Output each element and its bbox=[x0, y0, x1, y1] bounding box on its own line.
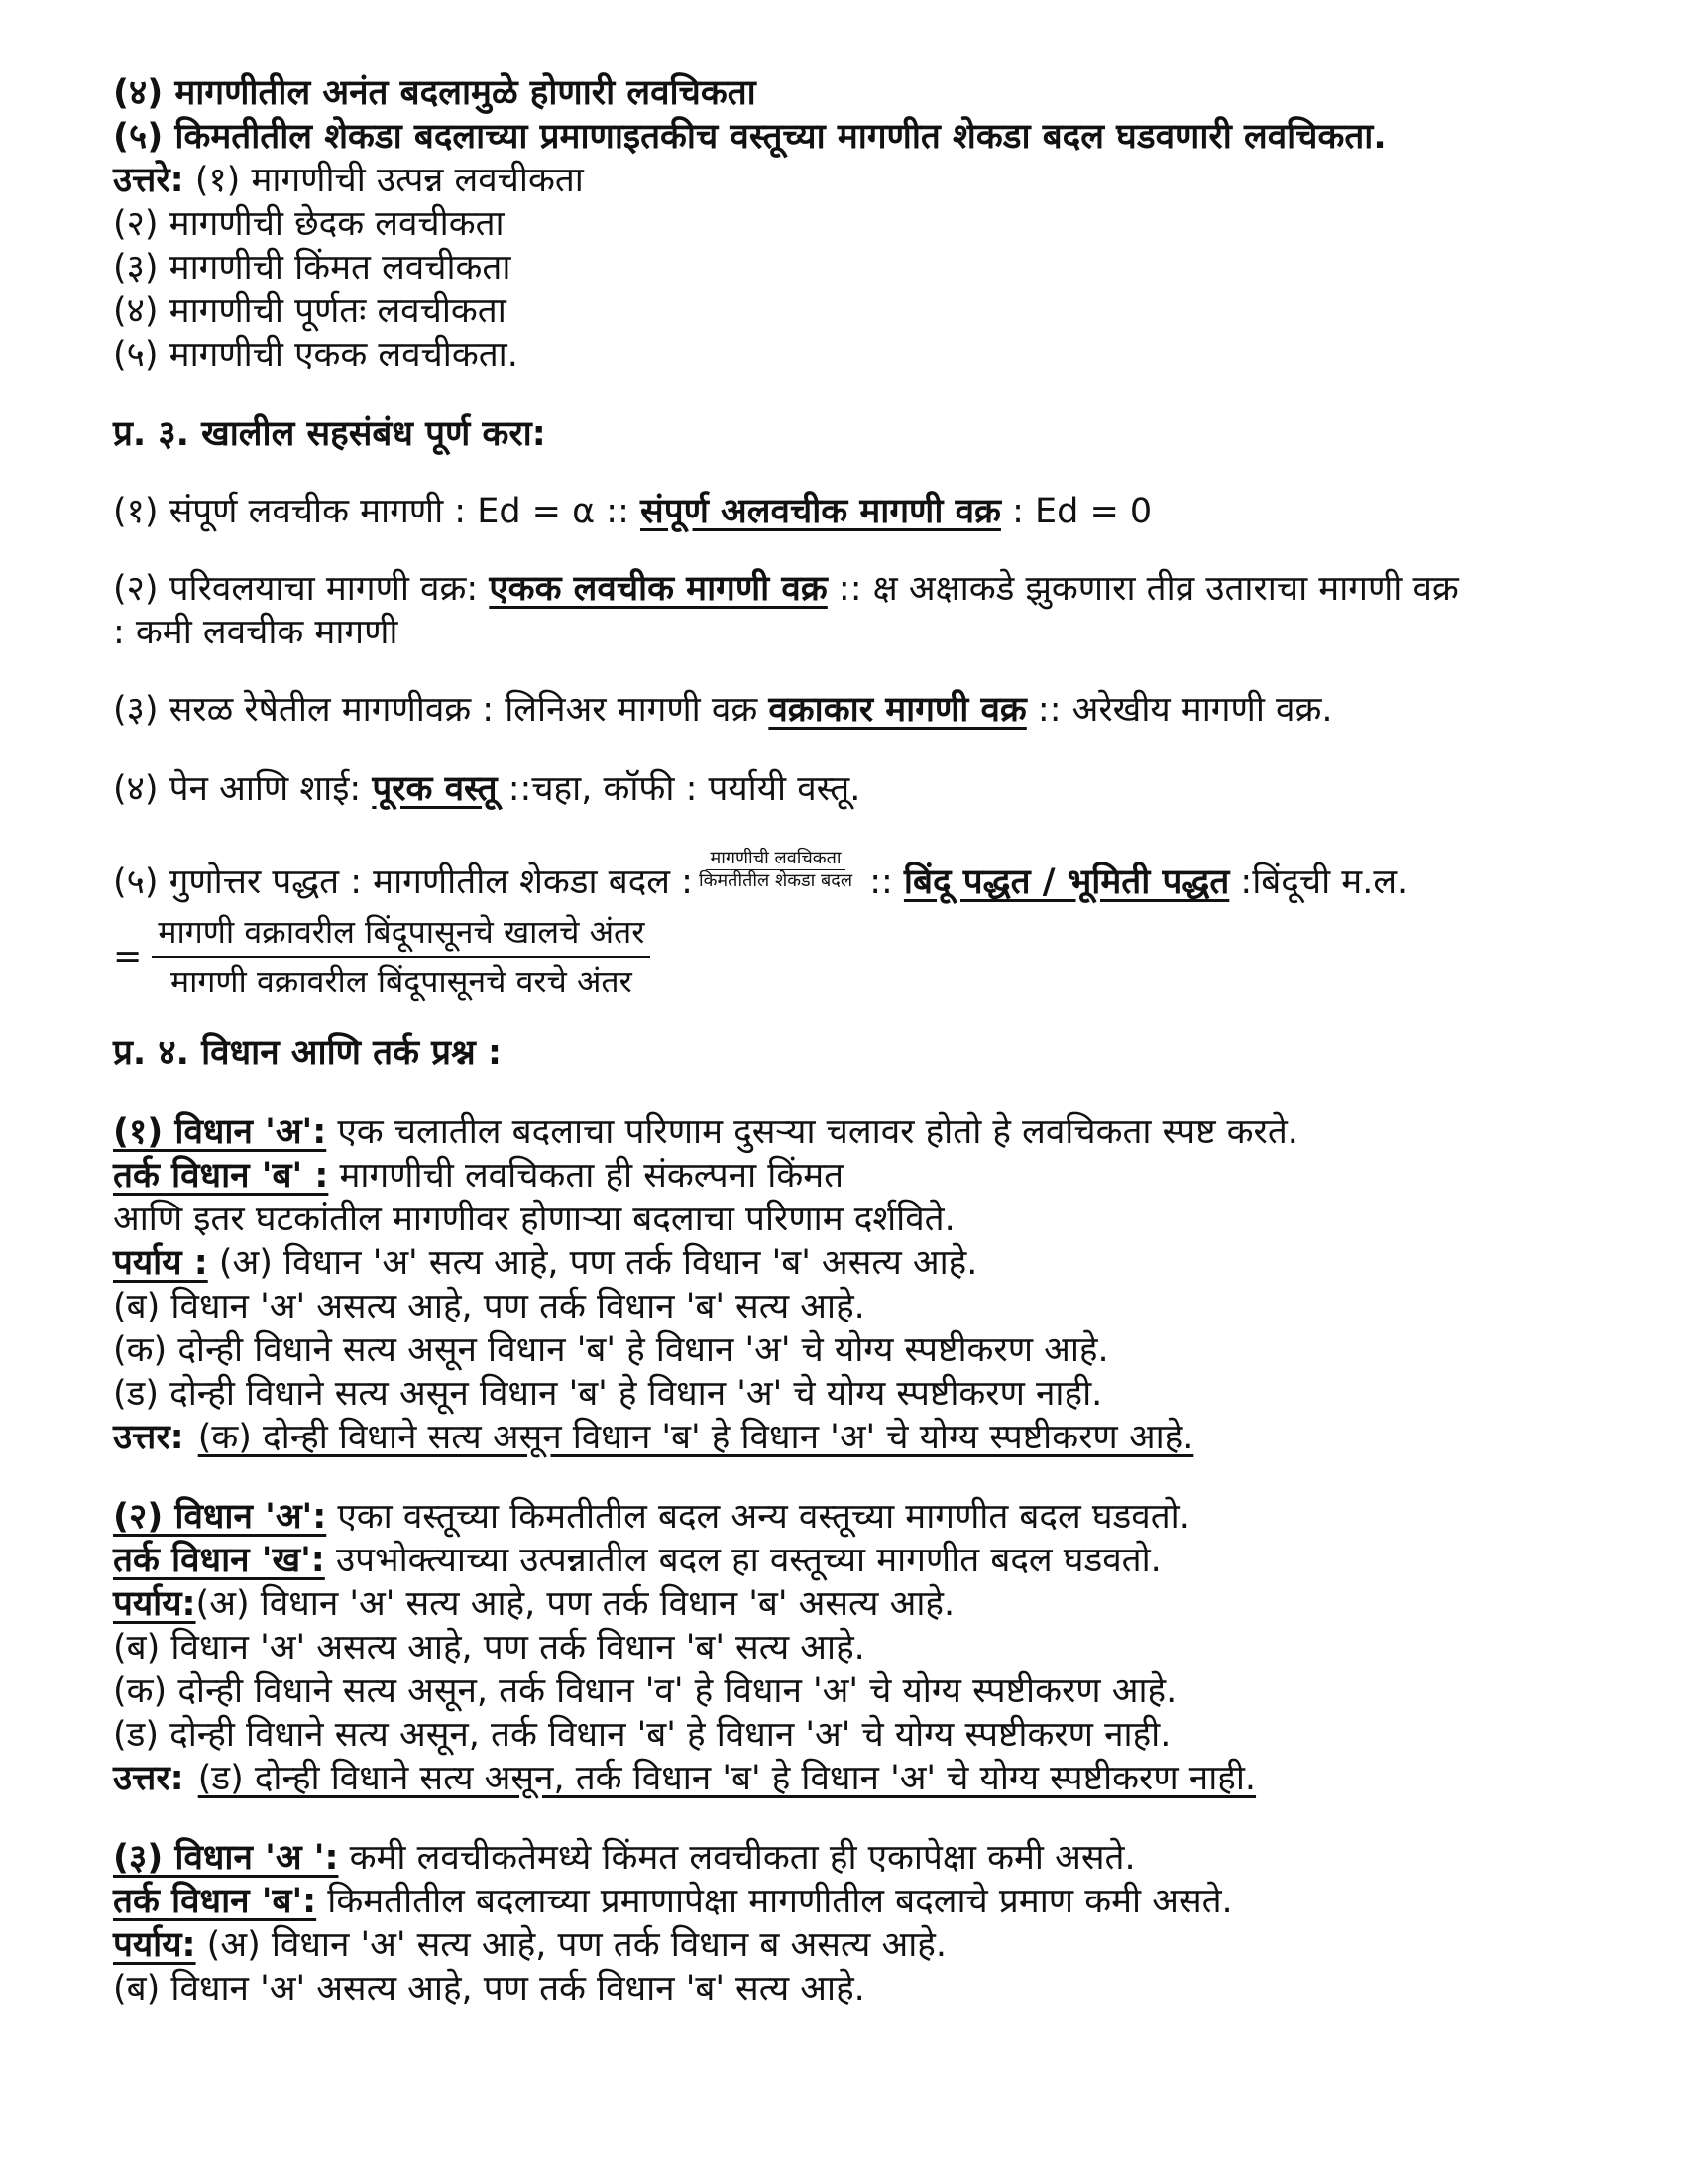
s3-label-a: (३) विधान 'अ ': bbox=[113, 1837, 339, 1878]
q3-item-1-tail: : Ed = 0 bbox=[1000, 492, 1153, 531]
s2-answer-text: (ड) दोन्ही विधाने सत्य असून, तर्क विधान 'ब' हे विधान 'अ' चे योग्य स्पष्टीकरण नाही. bbox=[197, 1758, 1257, 1798]
point-elasticity-formula bbox=[113, 908, 1580, 1005]
q3-item-5-answer: बिंदू पद्धत / भूमिती पद्धत bbox=[903, 862, 1230, 902]
s3-options bbox=[113, 1923, 1580, 1967]
q3-item-4-text: (४) पेन आणि शाई: bbox=[113, 769, 373, 809]
q3-item-5 bbox=[113, 847, 1580, 906]
s3-label-b: तर्क विधान 'ब': bbox=[113, 1881, 317, 1921]
q3-item-3 bbox=[113, 688, 1580, 732]
s2-option: (क) दोन्ही विधाने सत्य असून, तर्क विधान 'व' हे विधान 'अ' चे योग्य स्पष्टीकरण आहे. bbox=[113, 1670, 1178, 1711]
s1-statement-b bbox=[113, 1154, 1580, 1198]
s2-statement-b bbox=[113, 1539, 1580, 1582]
s3-text-a: कमी लवचीकतेमध्ये किंमत लवचीकता ही एकापेक्षा कमी असते. bbox=[338, 1837, 1136, 1878]
question-5-title: (५) किमतीतील शेकडा बदलाच्या प्रमाणाइतकीच वस्तूच्या मागणीत शेकडा बदल घडवणारी लवचिकता. bbox=[113, 117, 1387, 157]
q3-item-2-text: (२) परिवलयाचा मागणी वक्र: bbox=[113, 569, 490, 609]
answers-label: उत्तरे: bbox=[113, 161, 184, 200]
s1-statement-a bbox=[113, 1110, 1580, 1154]
q3-item-1 bbox=[113, 490, 1580, 533]
s1-text-a: एक चलातील बदलाचा परिणाम दुसऱ्या चलावर होतो हे लवचिकता स्पष्ट करते. bbox=[326, 1111, 1298, 1152]
s2-answer bbox=[113, 1757, 1580, 1800]
q3-item-5-sep: :: bbox=[858, 862, 904, 902]
small-fraction-numerator: मागणीची लवचिकता bbox=[706, 848, 844, 870]
q3-item-5-tail: :बिंदूची म.ल. bbox=[1229, 862, 1408, 902]
s1-label-a: (१) विधान 'अ': bbox=[113, 1111, 327, 1152]
s2-label-b: तर्क विधान 'ख': bbox=[113, 1540, 325, 1580]
s1-answer-text: (क) दोन्ही विधाने सत्य असून विधान 'ब' हे विधान 'अ' चे योग्य स्पष्टीकरण आहे. bbox=[197, 1417, 1194, 1457]
s3-option: (अ) विधान 'अ' सत्य आहे, पण तर्क विधान ब असत्य आहे. bbox=[195, 1924, 947, 1965]
q3-item-4 bbox=[113, 767, 1580, 811]
s1-option: (क) दोन्ही विधाने सत्य असून विधान 'ब' हे विधान 'अ' चे योग्य स्पष्टीकरण आहे. bbox=[113, 1329, 1109, 1370]
s1-option: (अ) विधान 'अ' सत्य आहे, पण तर्क विधान 'ब' असत्य आहे. bbox=[207, 1242, 978, 1283]
s1-answer-label: उत्तर: bbox=[113, 1417, 184, 1457]
answer-item: (४) मागणीची पूर्णतः लवचीकता bbox=[113, 291, 506, 331]
q3-item-1-answer: संपूर्ण अलवचीक मागणी वक्र bbox=[640, 492, 1001, 531]
s2-option: (ब) विधान 'अ' असत्य आहे, पण तर्क विधान 'ब' सत्य आहे. bbox=[113, 1627, 865, 1667]
q3-item-1-text: (१) संपूर्ण लवचीक मागणी : Ed = α :: bbox=[113, 492, 641, 531]
q3-item-2-continuation: : कमी लवचीक मागणी bbox=[113, 613, 398, 652]
s3-statement-b bbox=[113, 1880, 1580, 1923]
s2-text-a: एका वस्तूच्या किमतीतील बदल अन्य वस्तूच्या मागणीत बदल घडवतो. bbox=[326, 1496, 1190, 1537]
s2-option: (ड) दोन्ही विधाने सत्य असून, तर्क विधान 'ब' हे विधान 'अ' चे योग्य स्पष्टीकरण नाही. bbox=[113, 1714, 1172, 1755]
big-fraction-denominator: मागणी वक्रावरील बिंदूपासूनचे वरचे अंतर bbox=[169, 962, 632, 1000]
answers-line-1 bbox=[113, 159, 1580, 202]
s2-option: (अ) विधान 'अ' सत्य आहे, पण तर्क विधान 'ब' असत्य आहे. bbox=[195, 1583, 956, 1624]
q3-item-2-answer: एकक लवचीक मागणी वक्र bbox=[489, 569, 828, 609]
q3-item-2 bbox=[113, 567, 1580, 611]
s1-option: (ड) दोन्ही विधाने सत्य असून विधान 'ब' हे विधान 'अ' चे योग्य स्पष्टीकरण नाही. bbox=[113, 1373, 1103, 1414]
s1-option: (ब) विधान 'अ' असत्य आहे, पण तर्क विधान 'ब' सत्य आहे. bbox=[113, 1286, 865, 1326]
big-fraction bbox=[152, 908, 650, 1005]
answer-item: (२) मागणीची छेदक लवचीकता bbox=[113, 204, 505, 244]
q3-item-4-tail: ::चहा, कॉफी : पर्यायी वस्तू. bbox=[497, 769, 861, 809]
section-q4-heading: प्र. ४. विधान आणि तर्क प्रश्न : bbox=[113, 1032, 502, 1073]
s1-statement-b-cont: आणि इतर घटकांतील मागणीवर होणाऱ्या बदलाचा परिणाम दर्शविते. bbox=[113, 1199, 956, 1239]
answer-item: (१) मागणीची उत्पन्न लवचीकता bbox=[183, 161, 584, 200]
equals-sign: = bbox=[113, 936, 143, 977]
s2-answer-label: उत्तर: bbox=[113, 1758, 184, 1798]
q3-item-3-text: (३) सरळ रेषेतील मागणीवक्र : लिनिअर मागणी वक्र bbox=[113, 690, 769, 730]
s3-text-b: किमतीतील बदलाच्या प्रमाणापेक्षा मागणीतील बदलाचे प्रमाण कमी असते. bbox=[316, 1881, 1233, 1921]
q3-item-4-answer: पूरक वस्तू bbox=[372, 769, 498, 809]
s1-options bbox=[113, 1241, 1580, 1285]
s2-statement-a bbox=[113, 1495, 1580, 1539]
answer-item: (३) मागणीची किंमत लवचीकता bbox=[113, 248, 511, 287]
q3-item-3-tail: :: अरेखीय मागणी वक्र. bbox=[1026, 690, 1333, 730]
s1-options-label: पर्याय : bbox=[113, 1242, 208, 1283]
s2-label-a: (२) विधान 'अ': bbox=[113, 1496, 327, 1537]
s1-text-b: मागणीची लवचिकता ही संकल्पना किंमत bbox=[328, 1155, 844, 1196]
answer-item: (५) मागणीची एकक लवचीकता. bbox=[113, 335, 518, 375]
big-fraction-numerator: मागणी वक्रावरील बिंदूपासूनचे खालचे अंतर bbox=[152, 908, 650, 958]
document-page bbox=[113, 71, 1580, 2011]
q3-item-2-tail: :: क्ष अक्षाकडे झुकणारा तीव्र उताराचा मागणी वक्र bbox=[827, 569, 1459, 609]
s3-options-label: पर्याय: bbox=[113, 1924, 196, 1965]
s3-statement-a bbox=[113, 1836, 1580, 1880]
s2-options-label: पर्याय: bbox=[113, 1583, 196, 1624]
small-fraction bbox=[699, 848, 852, 892]
section-q3-heading: प्र. ३. खालील सहसंबंध पूर्ण करा: bbox=[113, 414, 546, 454]
small-fraction-denominator: किमतीतील शेकडा बदल bbox=[698, 869, 853, 891]
question-4-title: (४) मागणीतील अनंत बदलामुळे होणारी लवचिकता bbox=[113, 73, 756, 113]
s1-answer bbox=[113, 1416, 1580, 1459]
q3-item-3-answer: वक्राकार मागणी वक्र bbox=[768, 690, 1027, 730]
q3-item-5-text: (५) गुणोत्तर पद्धत : मागणीतील शेकडा बदल : bbox=[113, 862, 693, 902]
s3-option: (ब) विधान 'अ' असत्य आहे, पण तर्क विधान 'ब' सत्य आहे. bbox=[113, 1968, 865, 2009]
s2-text-b: उपभोक्त्याच्या उत्पन्नातील बदल हा वस्तूच्या मागणीत बदल घडवतो. bbox=[324, 1540, 1162, 1580]
s1-label-b: तर्क विधान 'ब' : bbox=[113, 1155, 329, 1196]
s2-options bbox=[113, 1582, 1580, 1626]
